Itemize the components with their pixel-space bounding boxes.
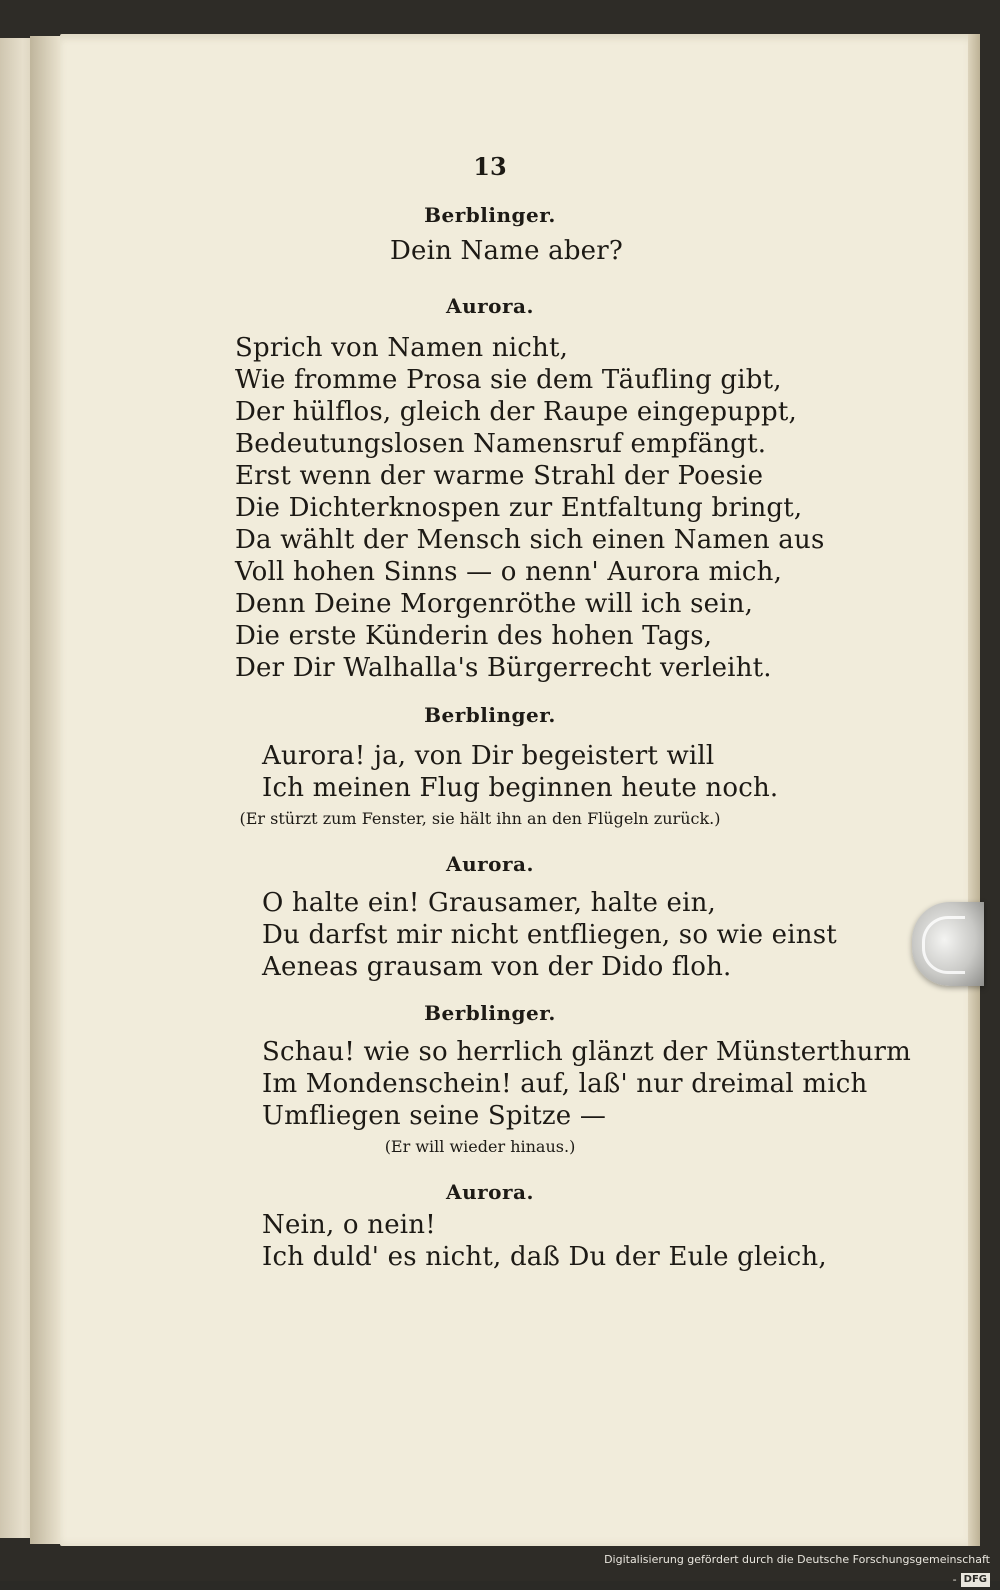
page-number: 13 <box>473 152 507 181</box>
dfg-logo: DFG <box>961 1573 990 1587</box>
verse-line: Der hülflos, gleich der Raupe eingepuppt, <box>235 397 797 427</box>
verse-line: Die erste Künderin des hohen Tags, <box>235 621 713 651</box>
speaker-label: Berblinger. <box>424 703 556 727</box>
stage-direction: (Er will wieder hinaus.) <box>384 1137 576 1156</box>
verse-line: Sprich von Namen nicht, <box>235 333 569 363</box>
verse-line: Du darfst mir nicht entfliegen, so wie einst <box>262 920 837 950</box>
speaker-label: Aurora. <box>446 294 534 318</box>
verse-line: Die Dichterknospen zur Entfaltung bringt, <box>235 493 803 523</box>
footer-text: Digitalisierung gefördert durch die Deutsche Forschungsgemeinschaft - <box>604 1553 990 1586</box>
verse-line: O halte ein! Grausamer, halte ein, <box>262 888 717 918</box>
verse-line: Umfliegen seine Spitze — <box>262 1101 607 1131</box>
speaker-label: Berblinger. <box>424 1001 556 1025</box>
speaker-label: Berblinger. <box>424 203 556 227</box>
speaker-label: Aurora. <box>446 1180 534 1204</box>
verse-line: Nein, o nein! <box>262 1210 436 1240</box>
verse-line: Aeneas grausam von der Dido floh. <box>262 952 732 982</box>
verse-line: Denn Deine Morgenröthe will ich sein, <box>235 589 754 619</box>
verse-line: Im Mondenschein! auf, laß' nur dreimal mich <box>262 1069 868 1099</box>
verse-line: Bedeutungslosen Namensruf empfängt. <box>235 429 767 459</box>
verse-line: Ich meinen Flug beginnen heute noch. <box>262 773 779 803</box>
verse-line: Voll hohen Sinns — o nenn' Aurora mich, <box>235 557 783 587</box>
digitization-footer <box>600 1550 990 1586</box>
speaker-label: Aurora. <box>446 852 534 876</box>
verse-line: Erst wenn der warme Strahl der Poesie <box>235 461 764 491</box>
page-clip <box>912 902 984 986</box>
verse-line: Dein Name aber? <box>390 236 624 266</box>
verse-line: Aurora! ja, von Dir begeistert will <box>262 741 715 771</box>
verse-line: Schau! wie so herrlich glänzt der Münsterthurm <box>262 1037 912 1067</box>
verse-line: Der Dir Walhalla's Bürgerrecht verleiht. <box>235 653 772 683</box>
verse-line: Ich duld' es nicht, daß Du der Eule gleich, <box>262 1242 827 1272</box>
verse-line: Wie fromme Prosa sie dem Täufling gibt, <box>235 365 782 395</box>
stage-direction: (Er stürzt zum Fenster, sie hält ihn an den Flügeln zurück.) <box>239 809 721 828</box>
verse-line: Da wählt der Mensch sich einen Namen aus <box>235 525 825 555</box>
